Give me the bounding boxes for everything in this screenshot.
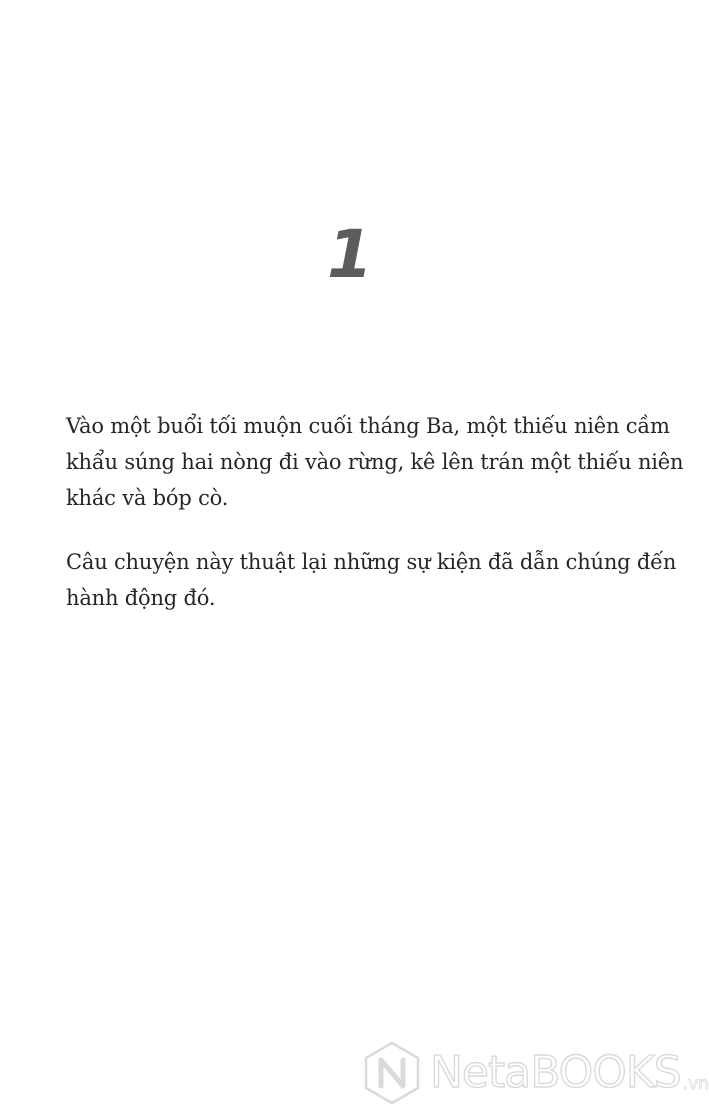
netabooks-logo-icon	[362, 1040, 422, 1106]
second-paragraph	[66, 544, 677, 616]
text-line: Câu chuyện này thuật lại những sự kiện đã dẫn chúng đến	[66, 550, 677, 574]
text-line: hành động đó.	[66, 586, 216, 610]
text-line: khác và bóp cò.	[66, 486, 229, 510]
text-line: Vào một buổi tối muộn cuối tháng Ba, một thiếu niên cầm	[66, 414, 670, 438]
watermark-suffix: .vn	[682, 1074, 709, 1094]
text-line: khẩu súng hai nòng đi vào rừng, kê lên trán một thiếu niên	[66, 450, 684, 474]
opening-paragraph	[66, 408, 684, 516]
watermark-brand: NetaBOOKS	[430, 1047, 681, 1098]
chapter-number: 1	[327, 216, 373, 293]
watermark	[362, 1038, 709, 1108]
